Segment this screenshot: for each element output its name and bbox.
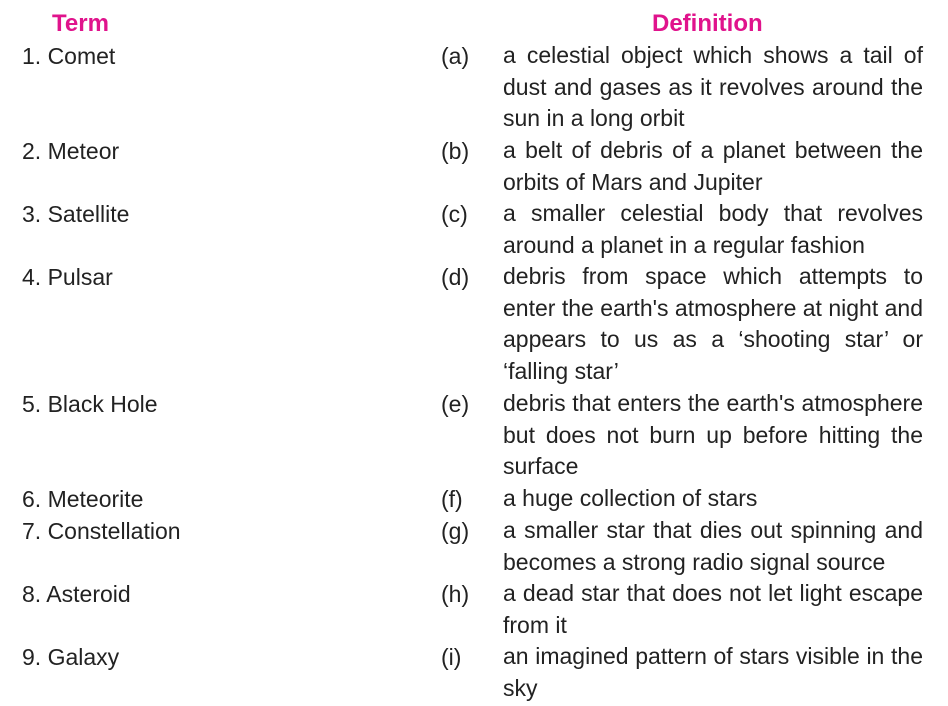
definition-column-header: Definition: [652, 10, 763, 37]
term-item: 4. Pulsar: [22, 264, 113, 290]
definition-letter: (a): [441, 43, 470, 69]
definition-letter: (g): [441, 518, 470, 544]
definition-letter: (i): [441, 644, 462, 670]
definition-letter: (f): [441, 486, 463, 512]
term-item: 3. Satellite: [22, 201, 130, 227]
definition-text: debris from space which attempts to enter the earth's atmosphere at night and appears to us as a ‘shooting star’ or ‘falling star’: [503, 263, 923, 384]
definition-letter: (h): [441, 581, 470, 607]
term-item: 8. Asteroid: [22, 581, 131, 607]
definition-text: a celestial object which shows a tail of dust and gases as it revolves around the sun in a long orbit: [503, 42, 923, 132]
term-item: 6. Meteorite: [22, 486, 144, 512]
definition-text: a huge collection of stars: [503, 485, 758, 511]
term-item: 5. Black Hole: [22, 391, 158, 417]
definition-letter: (c): [441, 201, 468, 227]
term-column-header: Term: [52, 10, 109, 37]
definition-text: a belt of debris of a planet between the orbits of Mars and Jupiter: [503, 137, 923, 195]
term-item: 2. Meteor: [22, 138, 120, 164]
term-item: 9. Galaxy: [22, 644, 120, 670]
definition-letter: (e): [441, 391, 470, 417]
definition-text: a dead star that does not let light escape from it: [503, 580, 923, 638]
definition-letter: (b): [441, 138, 470, 164]
definition-letter: (d): [441, 264, 470, 290]
term-item: 1. Comet: [22, 43, 116, 69]
definition-text: debris that enters the earth's atmosphere but does not burn up before hitting the surface: [503, 390, 923, 480]
definition-text: a smaller star that dies out spinning and becomes a strong radio signal source: [503, 517, 923, 575]
definition-text: a smaller celestial body that revolves around a planet in a regular fashion: [503, 200, 923, 258]
term-item: 7. Constellation: [22, 518, 181, 544]
definition-text: an imagined pattern of stars visible in the sky: [503, 643, 923, 701]
